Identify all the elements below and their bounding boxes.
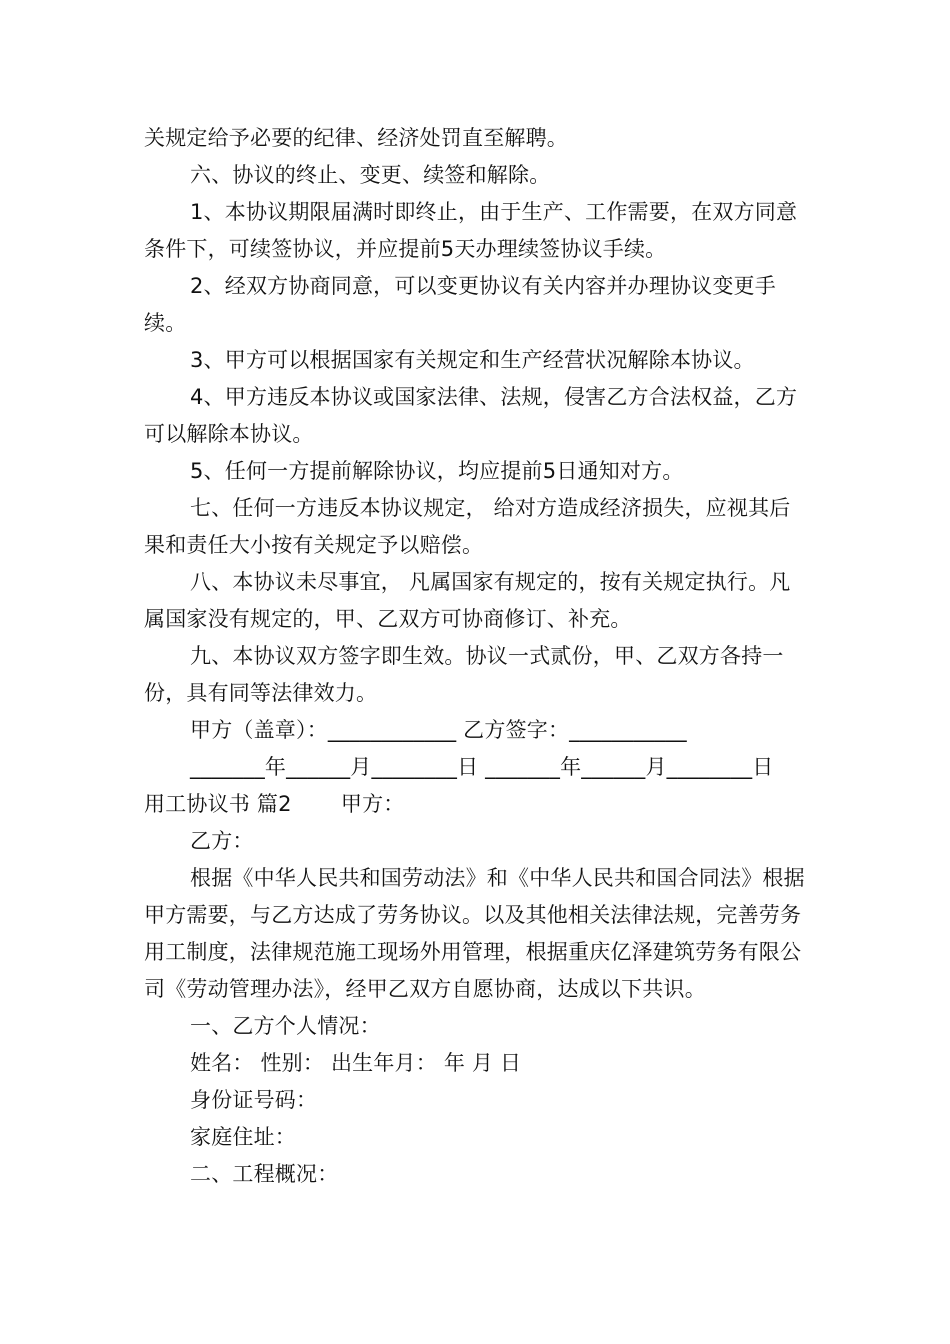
clause-6-5: 5、任何一方提前解除协议，均应提前5日通知对方。: [190, 459, 684, 483]
home-address-field: 家庭住址：: [190, 1125, 296, 1149]
agreement-2-title: 用工协议书 篇2 甲方：: [144, 792, 405, 816]
clause-6-2: 2、经双方协商同意，可以变更协议有关内容并办理协议变更手续。: [144, 274, 776, 335]
document-body: [144, 120, 808, 1193]
section-eight: 八、本协议未尽事宜， 凡属国家有规定的，按有关规定执行。凡属国家没有规定的，甲、乙双方可协商修订、补充。: [144, 570, 791, 631]
clause-6-3: 3、甲方可以根据国家有关规定和生产经营状况解除本协议。: [190, 348, 755, 372]
clause-6-1: 1、本协议期限届满时即终止，由于生产、工作需要，在双方同意条件下，可续签协议，并应提前5天办理续签协议手续。: [144, 200, 798, 261]
paragraph-continuation: 关规定给予必要的纪律、经济处罚直至解聘。: [144, 126, 568, 150]
personal-info-fields: 姓名： 性别： 出生年月： 年 月 日: [190, 1051, 522, 1075]
section-one-heading: 一、乙方个人情况：: [190, 1014, 381, 1038]
section-nine: 九、本协议双方签字即生效。协议一式贰份，甲、乙双方各持一份，具有同等法律效力。: [144, 644, 784, 705]
section-two-heading: 二、工程概况：: [190, 1162, 339, 1186]
date-line: _______年______月________日 _______年______月________日: [190, 755, 774, 779]
agreement-2-preamble: 根据《中华人民共和国劳动法》和《中华人民共和国合同法》根据甲方需要，与乙方达成了劳务协议。以及其他相关法律法规，完善劳务用工制度，法律规范施工现场外用管理，根据重庆亿泽建筑劳务有限公司《劳动管理办法》，经甲乙双方自愿协商，达成以下共识。: [144, 866, 805, 1001]
party-b-label: 乙方：: [190, 829, 254, 853]
clause-6-4: 4、甲方违反本协议或国家法律、法规，侵害乙方合法权益，乙方可以解除本协议。: [144, 385, 798, 446]
section-seven: 七、任何一方违反本协议规定， 给对方造成经济损失，应视其后果和责任大小按有关规定予以赔偿。: [144, 496, 791, 557]
signature-line: 甲方（盖章）：____________ 乙方签字：___________: [190, 718, 687, 742]
section-six-heading: 六、协议的终止、变更、续签和解除。: [190, 163, 551, 187]
id-number-field: 身份证号码：: [190, 1088, 318, 1112]
